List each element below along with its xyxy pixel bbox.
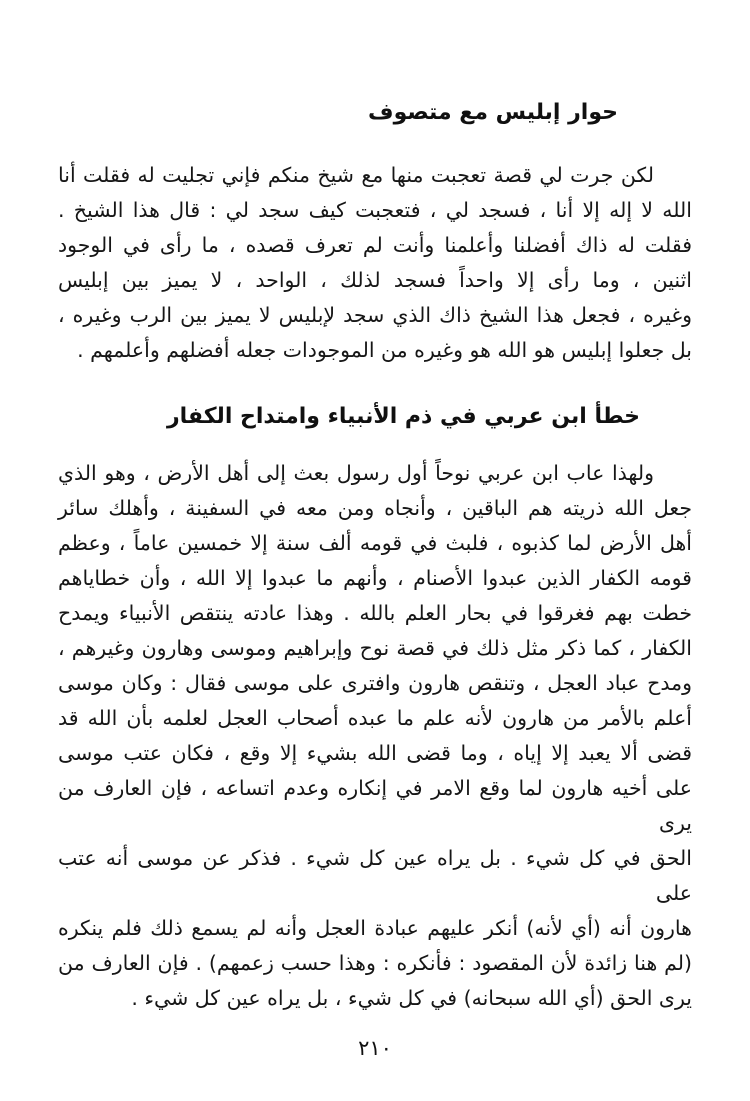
body-line: قضى ألا يعبد إلا إياه ، وما قضى الله بشيء إلا وقع ، فكان عتب موسى xyxy=(58,741,692,765)
body-line: هارون أنه (أي لأنه) أنكر عليهم عبادة العجل وأنه لم يسمع ذلك فلم ينكره xyxy=(58,916,692,940)
section-heading-iblis-dialogue: حوار إبليس مع متصوف xyxy=(368,100,618,125)
body-line: لكن جرت لي قصة تعجبت منها مع شيخ منكم فإني تجليت له فقلت أنا xyxy=(58,163,654,187)
body-line: اثنين ، وما رأى إلا واحداً فسجد لذلك ، الواحد ، لا يميز بين إبليس xyxy=(58,268,692,292)
body-line: أهل الأرض لما كذبوه ، فلبث في قومه ألف سنة إلا خمسين عاماً ، وعظم xyxy=(58,531,692,555)
body-line: فقلت له ذاك أفضلنا وأعلمنا وأنت لم تعرف قصده ، ما رأى في الوجود xyxy=(58,233,692,257)
body-line: ومدح عباد العجل ، وتنقص هارون وافترى على موسى فقال : وكان موسى xyxy=(58,671,692,695)
paragraph-1 xyxy=(58,158,692,368)
paragraph-2 xyxy=(58,456,692,1016)
section-heading-ibn-arabi-error: خطأ ابن عربي في ذم الأنبياء وامتداح الكفار xyxy=(167,404,640,429)
page-number: ٢١٠ xyxy=(358,1036,392,1060)
body-line: الحق في كل شيء . بل يراه عين كل شيء . فذكر عن موسى أنه عتب على xyxy=(58,846,692,905)
body-line: أعلم بالأمر من هارون لأنه علم ما عبده أصحاب العجل لعلمه بأن الله قد xyxy=(58,706,692,730)
body-line: على أخيه هارون لما وقع الامر في إنكاره وعدم اتساعه ، فإن العارف من يرى xyxy=(58,776,692,835)
body-line: الكفار ، كما ذكر مثل ذلك في قصة نوح وإبراهيم وموسى وهارون وغيرهم ، xyxy=(58,636,692,660)
body-line: جعل الله ذريته هم الباقين ، وأنجاه ومن معه في السفينة ، وأهلك سائر xyxy=(58,496,692,520)
body-line: ولهذا عاب ابن عربي نوحاً أول رسول بعث إلى أهل الأرض ، وهو الذي xyxy=(58,461,654,485)
body-line: (لم هنا زائدة لأن المقصود : فأنكره : وهذا حسب زعمهم) . فإن العارف من xyxy=(58,951,692,975)
body-line: قومه الكفار الذين عبدوا الأصنام ، وأنهم ما عبدوا إلا الله ، وأن خطاياهم xyxy=(58,566,692,590)
body-line: خطت بهم فغرقوا في بحار العلم بالله . وهذا عادته ينتقص الأنبياء ويمدح xyxy=(58,601,692,625)
body-line: الله لا إله إلا أنا ، فسجد لي ، فتعجبت كيف سجد لي : قال هذا الشيخ . xyxy=(58,198,692,222)
body-line: وغيره ، فجعل هذا الشيخ ذاك الذي سجد لإبليس لا يميز بين الرب وغيره ، xyxy=(58,303,692,327)
body-line: بل جعلوا إبليس هو الله هو وغيره من الموجودات جعله أفضلهم وأعلمهم . xyxy=(77,338,692,362)
body-line: يرى الحق (أي الله سبحانه) في كل شيء ، بل يراه عين كل شيء . xyxy=(131,986,692,1010)
page-content xyxy=(0,96,750,1062)
